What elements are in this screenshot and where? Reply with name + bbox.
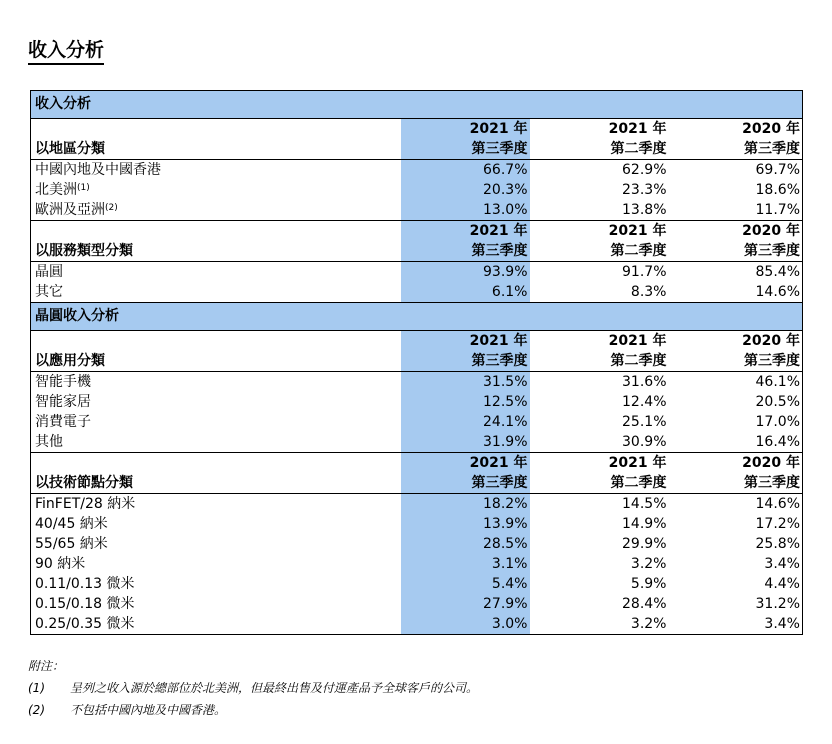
value-cell: 14.6% xyxy=(755,496,800,512)
section-title: 以服務類型分類 xyxy=(31,241,401,262)
table-row xyxy=(31,282,803,303)
value-cell: 5.9% xyxy=(630,576,667,592)
technology-header-year-row xyxy=(31,453,803,474)
value-cell: 31.6% xyxy=(622,374,667,390)
value-cell: 14.6% xyxy=(755,284,800,300)
row-label-text: 智能手機 xyxy=(35,374,91,390)
header-year: 2021 年 xyxy=(530,453,669,474)
row-label xyxy=(31,494,401,515)
note-item xyxy=(28,677,478,699)
row-label-text: 消費電子 xyxy=(35,414,91,430)
row-label-text: 晶圓 xyxy=(35,264,63,280)
value-cell: 31.9% xyxy=(401,432,530,453)
header-quarter: 第三季度 xyxy=(669,351,803,372)
table-row xyxy=(31,180,803,200)
header-blank xyxy=(31,453,401,474)
value-cell: 85.4% xyxy=(755,264,800,280)
value-cell: 11.7% xyxy=(755,202,800,218)
value-cell: 28.5% xyxy=(401,534,530,554)
header-year: 2020 年 xyxy=(669,453,803,474)
value-cell: 66.7% xyxy=(401,160,530,181)
value-cell: 3.4% xyxy=(764,556,800,572)
row-label xyxy=(31,554,401,574)
header-quarter: 第三季度 xyxy=(401,473,530,494)
revenue-analysis-table xyxy=(30,90,803,635)
table-row xyxy=(31,160,803,181)
header-quarter: 第三季度 xyxy=(401,351,530,372)
row-label xyxy=(31,180,401,200)
header-year: 2021 年 xyxy=(401,119,530,140)
header-blank xyxy=(31,331,401,352)
table-row xyxy=(31,200,803,221)
row-label-text: 0.15/0.18 微米 xyxy=(35,596,135,612)
header-year: 2020 年 xyxy=(742,121,800,137)
value-cell: 27.9% xyxy=(401,594,530,614)
value-cell: 20.5% xyxy=(755,394,800,410)
row-label-text: 歐洲及亞洲 xyxy=(35,202,105,218)
value-cell: 5.4% xyxy=(401,574,530,594)
value-cell: 30.9% xyxy=(622,434,667,450)
value-cell: 3.4% xyxy=(764,616,800,632)
table-row xyxy=(31,392,803,412)
value-cell: 31.2% xyxy=(755,596,800,612)
table-row xyxy=(31,432,803,453)
row-label-text: 0.25/0.35 微米 xyxy=(35,616,135,632)
header-year: 2021 年 xyxy=(530,221,669,242)
table-row xyxy=(31,262,803,283)
application-header-quarter-row xyxy=(31,351,803,372)
section-title: 以地區分類 xyxy=(31,139,401,160)
region-header-year-row xyxy=(31,119,803,140)
value-cell: 13.8% xyxy=(622,202,667,218)
row-label-text: 90 納米 xyxy=(35,556,86,572)
value-cell: 3.0% xyxy=(401,614,530,635)
value-cell: 29.9% xyxy=(622,536,667,552)
value-cell: 24.1% xyxy=(401,412,530,432)
note-text: 呈列之收入源於總部位於北美洲，但最終出售及付運產品予全球客戶的公司。 xyxy=(70,681,479,695)
note-index: (2) xyxy=(28,703,45,717)
value-cell: 93.9% xyxy=(401,262,530,283)
row-label xyxy=(31,282,401,303)
row-label xyxy=(31,412,401,432)
row-label xyxy=(31,574,401,594)
value-cell: 12.5% xyxy=(401,392,530,412)
application-header-year-row xyxy=(31,331,803,352)
value-cell: 91.7% xyxy=(622,264,667,280)
value-cell: 14.9% xyxy=(622,516,667,532)
header-year: 2021 年 xyxy=(608,333,667,349)
row-label xyxy=(31,200,401,221)
header-quarter: 第二季度 xyxy=(530,241,669,262)
notes-title: 附注： xyxy=(28,659,65,673)
section-title: 以技術節點分類 xyxy=(31,473,401,494)
band-revenue-analysis xyxy=(31,91,803,119)
value-cell: 25.1% xyxy=(622,414,667,430)
note-item xyxy=(28,699,478,721)
row-label-text: 北美洲 xyxy=(35,182,77,198)
table-row xyxy=(31,514,803,534)
note-index: (1) xyxy=(28,681,45,695)
table-row xyxy=(31,614,803,635)
header-quarter: 第二季度 xyxy=(530,139,669,160)
table-row xyxy=(31,412,803,432)
value-cell: 16.4% xyxy=(755,434,800,450)
footnote-marker: (2) xyxy=(105,203,118,213)
band-wafer-revenue xyxy=(31,303,803,331)
page-title: 收入分析 xyxy=(28,38,104,65)
row-label xyxy=(31,392,401,412)
value-cell: 18.6% xyxy=(755,182,800,198)
row-label xyxy=(31,614,401,635)
row-label-text: 其他 xyxy=(35,434,63,450)
header-year: 2020 年 xyxy=(742,333,800,349)
value-cell: 3.1% xyxy=(401,554,530,574)
value-cell: 18.2% xyxy=(401,494,530,515)
value-cell: 13.0% xyxy=(401,200,530,221)
header-year: 2021 年 xyxy=(608,121,667,137)
band-wafer-revenue-label: 晶圓收入分析 xyxy=(31,303,803,331)
header-quarter: 第三季度 xyxy=(669,241,803,262)
header-quarter: 第三季度 xyxy=(669,473,803,494)
value-cell: 13.9% xyxy=(401,514,530,534)
header-quarter: 第三季度 xyxy=(401,139,530,160)
row-label xyxy=(31,160,401,181)
technology-header-quarter-row xyxy=(31,473,803,494)
value-cell: 23.3% xyxy=(622,182,667,198)
row-label xyxy=(31,594,401,614)
value-cell: 3.2% xyxy=(630,556,667,572)
header-blank xyxy=(31,119,401,140)
value-cell: 14.5% xyxy=(622,496,667,512)
value-cell: 62.9% xyxy=(622,162,667,178)
table-row xyxy=(31,574,803,594)
table-row xyxy=(31,534,803,554)
header-quarter: 第二季度 xyxy=(530,351,669,372)
service-header-quarter-row xyxy=(31,241,803,262)
value-cell: 17.0% xyxy=(755,414,800,430)
value-cell: 69.7% xyxy=(755,162,800,178)
header-year: 2021 年 xyxy=(401,221,530,242)
header-year: 2021 年 xyxy=(401,453,530,474)
row-label-text: 0.11/0.13 微米 xyxy=(35,576,135,592)
row-label-text: 中國內地及中國香港 xyxy=(35,162,161,178)
value-cell: 25.8% xyxy=(755,536,800,552)
notes xyxy=(28,655,478,721)
value-cell: 12.4% xyxy=(622,394,667,410)
value-cell: 28.4% xyxy=(622,596,667,612)
row-label-text: 智能家居 xyxy=(35,394,91,410)
value-cell: 31.5% xyxy=(401,372,530,393)
table-row xyxy=(31,372,803,393)
header-year: 2020 年 xyxy=(669,221,803,242)
row-label xyxy=(31,262,401,283)
value-cell: 8.3% xyxy=(630,284,667,300)
row-label-text: FinFET/28 納米 xyxy=(35,496,136,512)
table-row xyxy=(31,494,803,515)
table-row xyxy=(31,554,803,574)
section-title: 以應用分類 xyxy=(31,351,401,372)
row-label-text: 40/45 納米 xyxy=(35,516,108,532)
note-text: 不包括中國內地及中國香港。 xyxy=(70,703,227,717)
row-label xyxy=(31,372,401,393)
band-revenue-analysis-label: 收入分析 xyxy=(31,91,803,119)
header-quarter: 第二季度 xyxy=(530,473,669,494)
row-label xyxy=(31,432,401,453)
row-label-text: 55/65 納米 xyxy=(35,536,108,552)
value-cell: 17.2% xyxy=(755,516,800,532)
value-cell: 46.1% xyxy=(755,374,800,390)
table-row xyxy=(31,594,803,614)
value-cell: 3.2% xyxy=(630,616,667,632)
value-cell: 6.1% xyxy=(401,282,530,303)
region-header-quarter-row xyxy=(31,139,803,160)
header-year: 2021 年 xyxy=(401,331,530,352)
header-quarter: 第三季度 xyxy=(669,139,803,160)
row-label xyxy=(31,534,401,554)
row-label-text: 其它 xyxy=(35,284,63,300)
row-label xyxy=(31,514,401,534)
header-quarter: 第三季度 xyxy=(401,241,530,262)
header-blank xyxy=(31,221,401,242)
service-header-year-row xyxy=(31,221,803,242)
footnote-marker: (1) xyxy=(77,183,90,193)
value-cell: 4.4% xyxy=(764,576,800,592)
value-cell: 20.3% xyxy=(401,180,530,200)
